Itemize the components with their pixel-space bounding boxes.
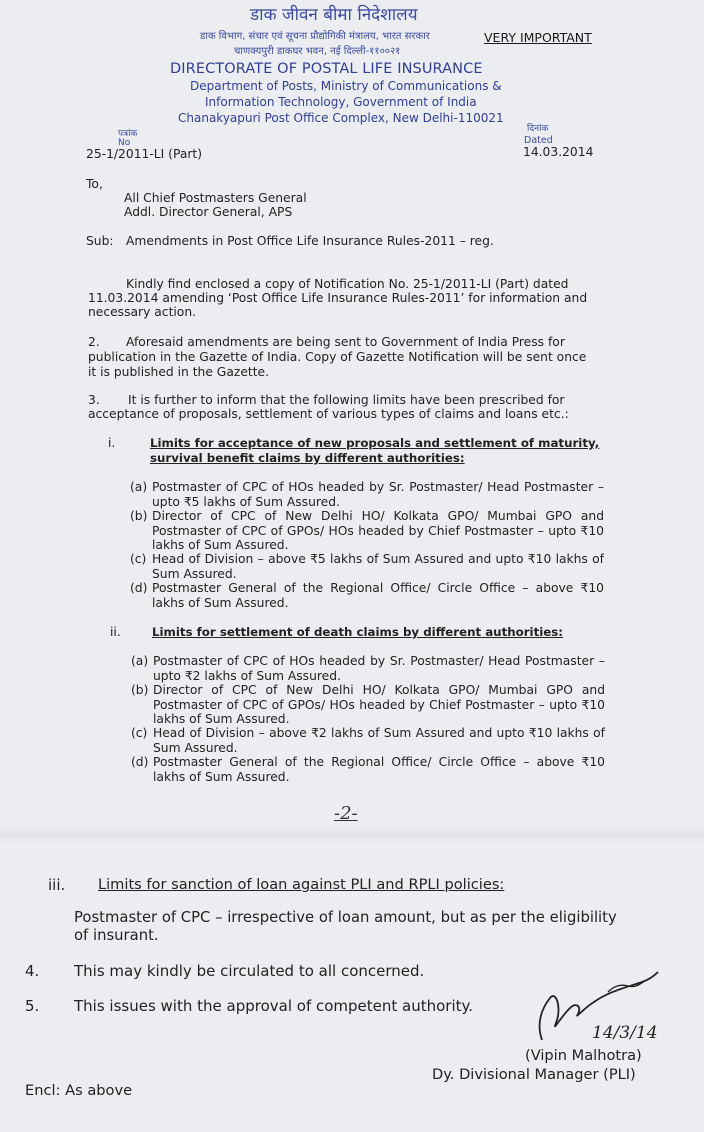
para1-line-2: 11.03.2014 amending ‘Post Office Life Insurance Rules-2011’ for information and — [88, 291, 588, 305]
hindi-department: डाक विभाग, संचार एवं सूचना प्रौद्योगिकी मंत्रालय, भारत सरकार — [200, 31, 430, 42]
page-number: -2- — [334, 803, 358, 824]
header-line-3: Chanakyapuri Post Office Complex, New Delhi-110021 — [178, 111, 504, 125]
date-hindi: दिनांक — [527, 124, 549, 134]
signatory-name: (Vipin Malhotra) — [525, 1047, 642, 1064]
para4-number: 4. — [25, 962, 40, 980]
para3-number: 3. — [88, 393, 100, 407]
item-label: (d) — [131, 755, 149, 769]
section-iii-heading: Limits for sanction of loan against PLI and RPLI policies: — [98, 876, 505, 893]
item-label: (b) — [131, 683, 149, 697]
addressee-line-1: All Chief Postmasters General — [124, 191, 307, 205]
hindi-address: चाणक्यपुरी डाकघर भवन, नई दिल्ली-११००२१ — [234, 46, 401, 57]
para1-line-3: necessary action. — [88, 305, 197, 319]
para2-line-2: publication in the Gazette of India. Copy of Gazette Notification will be sent once — [88, 350, 587, 364]
hindi-title: डाक जीवन बीमा निदेशालय — [250, 5, 418, 25]
item-text: Head of Division – above ₹2 lakhs of Sum Assured and upto ₹10 lakhs of Sum Assured. — [153, 726, 605, 755]
page-divider — [0, 828, 704, 842]
section-iii-text-1: Postmaster of CPC – irrespective of loan amount, but as per the eligibility — [74, 909, 617, 926]
para2-line-3: it is published in the Gazette. — [88, 365, 270, 379]
very-important-flag: VERY IMPORTANT — [484, 30, 592, 45]
header-line-1: Department of Posts, Ministry of Communications & — [190, 79, 502, 93]
item-text: Director of CPC of New Delhi HO/ Kolkata GPO/ Mumbai GPO and Postmaster of CPC of GPOs/ HOs headed by Chief Postmaster – upto ₹10 lakhs of Sum Assured. — [153, 683, 605, 726]
date-value: 14.03.2014 — [523, 145, 594, 159]
item-text: Postmaster of CPC of HOs headed by Sr. Postmaster/ Head Postmaster – upto ₹2 lakhs of Sum Assured. — [153, 654, 605, 683]
item-text: Director of CPC of New Delhi HO/ Kolkata GPO/ Mumbai GPO and Postmaster of CPC of GPOs/ HOs headed by Chief Postmaster – upto ₹10 lakhs of Sum Assured. — [152, 509, 604, 552]
date-label: Dated — [524, 135, 553, 146]
item-label: (c) — [130, 552, 147, 566]
para1-line-1: Kindly find enclosed a copy of Notification No. 25-1/2011-LI (Part) dated — [126, 277, 569, 291]
para5-text: This issues with the approval of competent authority. — [74, 997, 474, 1015]
enclosure-note: Encl: As above — [25, 1082, 133, 1099]
para4-text: This may kindly be circulated to all concerned. — [74, 962, 425, 980]
item-label: (a) — [131, 654, 149, 668]
section-i-heading-2: survival benefit claims by different authorities: — [150, 451, 465, 465]
header-line-2: Information Technology, Government of India — [205, 95, 477, 109]
section-i-heading-1: Limits for acceptance of new proposals and settlement of maturity, — [150, 436, 600, 450]
directorate-title: DIRECTORATE OF POSTAL LIFE INSURANCE — [170, 61, 483, 77]
item-label: (b) — [130, 509, 148, 523]
subject-text: Amendments in Post Office Life Insurance Rules-2011 – reg. — [126, 234, 494, 248]
addressee-line-2: Addl. Director General, APS — [124, 205, 293, 219]
item-text: Postmaster General of the Regional Office/ Circle Office – above ₹10 lakhs of Sum Assured. — [153, 755, 605, 784]
section-iii-text-2: of insurant. — [74, 927, 159, 944]
para2-number: 2. — [88, 335, 100, 349]
signature-date: 14/3/14 — [592, 1023, 658, 1043]
subject-label: Sub: — [86, 234, 114, 248]
to-label: To, — [86, 177, 103, 191]
item-label: (c) — [131, 726, 148, 740]
para2-line-1: Aforesaid amendments are being sent to Government of India Press for — [126, 335, 565, 349]
item-text: Postmaster of CPC of HOs headed by Sr. Postmaster/ Head Postmaster – upto ₹5 lakhs of Sum Assured. — [152, 480, 604, 509]
section-ii-heading: Limits for settlement of death claims by different authorities: — [152, 625, 564, 639]
section-iii-number: iii. — [48, 876, 66, 894]
ref-number: 25-1/2011-LI (Part) — [86, 147, 203, 161]
para3-line-2: acceptance of proposals, settlement of various types of claims and loans etc.: — [88, 407, 569, 421]
ref-no-label: No — [118, 138, 131, 148]
section-i-number: i. — [108, 436, 116, 450]
signatory-designation: Dy. Divisional Manager (PLI) — [432, 1066, 636, 1083]
item-label: (a) — [130, 480, 148, 494]
item-label: (d) — [130, 581, 148, 595]
para3-line-1: It is further to inform that the following limits have been prescribed for — [128, 393, 565, 407]
para5-number: 5. — [25, 997, 40, 1015]
ref-no-hindi: पत्रांक — [118, 129, 138, 139]
item-text: Head of Division – above ₹5 lakhs of Sum Assured and upto ₹10 lakhs of Sum Assured. — [152, 552, 604, 581]
item-text: Postmaster General of the Regional Office/ Circle Office – above ₹10 lakhs of Sum Assured. — [152, 581, 604, 610]
section-ii-number: ii. — [110, 625, 121, 639]
